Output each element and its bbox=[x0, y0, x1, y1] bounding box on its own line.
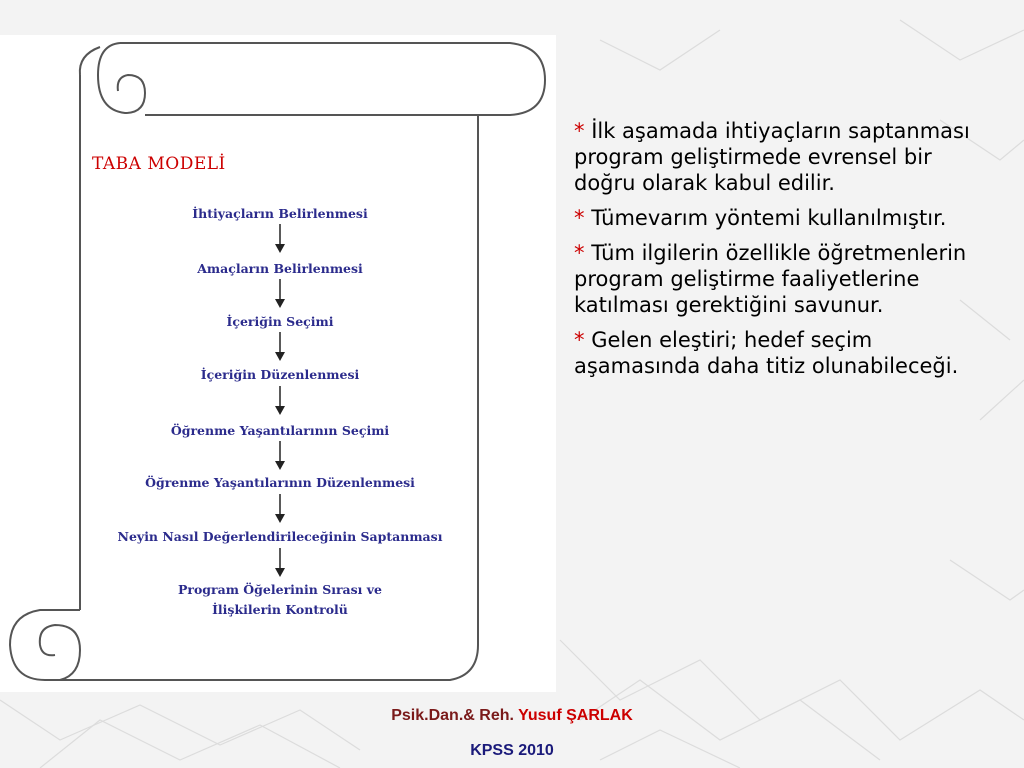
step-program-order-line2: İlişkilerin Kontrolü bbox=[212, 602, 348, 617]
down-arrow-icon bbox=[270, 548, 290, 578]
footer-exam: KPSS 2010 bbox=[470, 742, 554, 759]
down-arrow-icon bbox=[270, 279, 290, 309]
step-objectives: Amaçların Belirlenmesi bbox=[197, 261, 363, 276]
step-experience-organization: Öğrenme Yaşantılarının Düzenlenmesi bbox=[145, 475, 415, 490]
bullet-marker: * bbox=[574, 241, 585, 265]
bullet-marker: * bbox=[574, 328, 585, 352]
bullet-text: Gelen eleştiri; hedef seçim aşamasında daha titiz olunabileceği. bbox=[574, 328, 959, 378]
bullet-marker: * bbox=[574, 206, 585, 230]
bullet-text: İlk aşamada ihtiyaçların saptanması program geliştirmede evrensel bir doğru olarak kabul edilir. bbox=[574, 119, 970, 195]
bullet-item bbox=[574, 240, 974, 318]
bullet-item bbox=[574, 118, 974, 196]
bullet-list bbox=[574, 118, 974, 388]
footer-author bbox=[0, 707, 1024, 725]
step-program-order-line1: Program Öğelerinin Sırası ve bbox=[177, 582, 383, 597]
step-needs: İhtiyaçların Belirlenmesi bbox=[192, 206, 368, 221]
step-experience-selection: Öğrenme Yaşantılarının Seçimi bbox=[170, 423, 390, 438]
scroll-diagram-panel bbox=[0, 35, 556, 692]
model-title: TABA MODELİ bbox=[92, 154, 226, 174]
bullet-text: Tümevarım yöntemi kullanılmıştır. bbox=[591, 206, 947, 230]
step-content-selection: İçeriğin Seçimi bbox=[226, 314, 334, 329]
bullet-item bbox=[574, 205, 974, 231]
down-arrow-icon bbox=[270, 224, 290, 254]
down-arrow-icon bbox=[270, 441, 290, 471]
step-evaluation: Neyin Nasıl Değerlendirileceğinin Saptanması bbox=[117, 529, 443, 544]
footer-name: Yusuf ŞARLAK bbox=[518, 707, 633, 724]
step-content-organization: İçeriğin Düzenlenmesi bbox=[200, 367, 360, 382]
down-arrow-icon bbox=[270, 494, 290, 524]
bullet-marker: * bbox=[574, 119, 585, 143]
down-arrow-icon bbox=[270, 332, 290, 362]
down-arrow-icon bbox=[270, 386, 290, 416]
bullet-text: Tüm ilgilerin özellikle öğretmenlerin program geliştirme faaliyetlerine katılması gerektiğini savunur. bbox=[574, 241, 967, 317]
bullet-item bbox=[574, 327, 974, 379]
footer-prefix: Psik.Dan.& Reh. bbox=[391, 707, 514, 724]
